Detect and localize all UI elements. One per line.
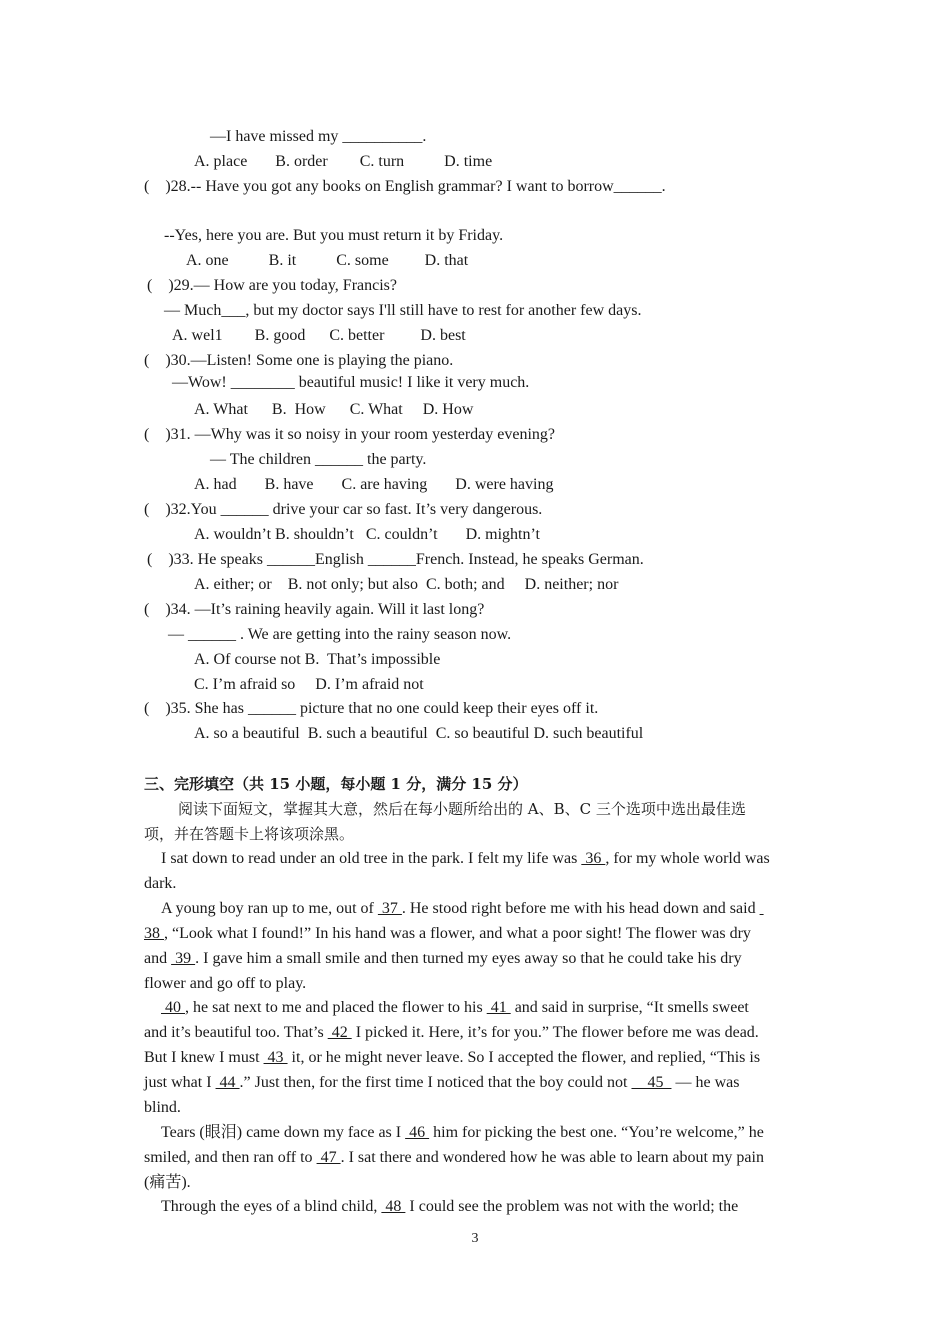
q32-options: A. wouldn’t B. shouldn’t C. couldn’t D. mightn’t [194,526,540,543]
passage-line [161,849,770,869]
q31-options: A. had B. have C. are having D. were having [194,476,554,493]
blank-43: 43 [263,1049,288,1066]
blank-36: 36 [581,850,606,867]
passage-line: flower and go off to play. [144,975,307,992]
q31-reply: — The children ______ the party. [210,451,427,468]
passage-line [144,1023,759,1043]
q28-reply: --Yes, here you are. But you must return it by Friday. [164,227,504,244]
passage-text: and [144,950,172,967]
passage-line [161,1197,738,1217]
passage-text: I picked it. Here, it’s for you.” The flower before me was dead. [351,1024,759,1041]
q34-options-ab: A. Of course not B. That’s impossible [194,651,441,668]
passage-text: , for my whole world was [605,850,770,867]
blank-37: 37 [377,900,402,917]
q28-options: A. one B. it C. some D. that [186,252,469,269]
passage-line [144,1073,739,1093]
passage-line [161,899,764,919]
passage-text: I could see the problem was not with the world; the [405,1198,739,1215]
section-instruction-line2: 项，并在答题卡上将该项涂黑。 [144,825,355,843]
blank-40: 40 [161,999,185,1016]
passage-text: But I knew I must [144,1049,264,1066]
passage-text: A young boy ran up to me, out of [161,900,378,917]
passage-text: . I gave him a small smile and then turned my eyes away so that he could take his dry [195,950,742,967]
q30-stem: ( )30.—Listen! Some one is playing the piano. [144,352,454,369]
passage-line: dark. [144,875,177,892]
passage-text: him for picking the best one. “You’re welcome,” he [429,1124,764,1141]
blank-42: 42 [327,1024,352,1041]
passage-line: (痛苦). [144,1174,191,1191]
passage-text: smiled, and then ran off to [144,1149,317,1166]
q33-options: A. either; or B. not only; but also C. both; and D. neither; nor [194,576,619,593]
passage-text: and said in surprise, “It smells sweet [510,999,749,1016]
q29-stem: ( )29.— How are you today, Francis? [147,277,398,294]
passage-text: . He stood right before me with his head down and said [401,900,760,917]
passage-line [144,1148,764,1168]
passage-line [161,1123,764,1143]
passage-text: . I sat there and wondered how he was able to learn about my pain [340,1149,764,1166]
q35-stem: ( )35. She has ______ picture that no one could keep their eyes off it. [144,700,599,717]
q29-reply: — Much___, but my doctor says I'll still have to rest for another few days. [164,302,642,319]
blank-38-start [760,900,764,917]
passage-text: — he was [671,1074,740,1091]
q35-options: A. so a beautiful B. such a beautiful C. so beautiful D. such beautiful [194,725,644,742]
passage-line [161,998,749,1018]
q28-stem: ( )28.-- Have you got any books on English grammar? I want to borrow______. [144,178,666,195]
section-instruction-line1: 阅读下面短文，掌握其大意，然后在每小题所给出的 A、B、C 三个选项中选出最佳选 [178,800,746,818]
section-heading: 三、完形填空（共 15 小题，每小题 1 分，满分 15 分） [144,775,528,793]
passage-text: , he sat next to me and placed the flower to his [185,999,487,1016]
blank-47: 47 [316,1149,341,1166]
passage-line [144,924,751,944]
blank-39: 39 [171,950,196,967]
passage-text: Tears (眼泪) came down my face as I [161,1124,406,1141]
q30-reply: —Wow! ________ beautiful music! I like it very much. [172,374,530,391]
blank-46: 46 [405,1124,430,1141]
q34-stem: ( )34. —It’s raining heavily again. Will it last long? [144,601,485,618]
blank-41: 41 [486,999,511,1016]
q30-options: A. What B. How C. What D. How [194,401,474,418]
q29-options: A. wel1 B. good C. better D. best [172,327,466,344]
passage-text: it, or he might never leave. So I accepted the flower, and replied, “This is [287,1049,761,1066]
passage-text: just what I [144,1074,216,1091]
blank-45: 45 [631,1074,672,1091]
passage-text: .” Just then, for the first time I noticed that the boy could not [239,1074,632,1091]
passage-text: Through the eyes of a blind child, [161,1198,382,1215]
q34-options-cd: C. I’m afraid so D. I’m afraid not [194,676,424,693]
blank-38: 38 [144,925,164,942]
q34-reply: — ______ . We are getting into the rainy season now. [168,626,512,643]
blank-44: 44 [215,1074,240,1091]
passage-text: , “Look what I found!” In his hand was a flower, and what a poor sight! The flower was dry [164,925,751,942]
passage-text: I sat down to read under an old tree in the park. I felt my life was [161,850,582,867]
passage-text: and it’s beautiful too. That’s [144,1024,328,1041]
q27-reply: —I have missed my __________. [210,128,427,145]
blank-48: 48 [381,1198,406,1215]
q32-stem: ( )32.You ______ drive your car so fast. It’s very dangerous. [144,501,543,518]
q31-stem: ( )31. —Why was it so noisy in your room yesterday evening? [144,426,556,443]
page-number: 3 [471,1231,479,1246]
q27-options: A. place B. order C. turn D. time [194,153,493,170]
q33-stem: ( )33. He speaks ______English ______French. Instead, he speaks German. [147,551,644,568]
passage-line [144,1048,760,1068]
passage-line: blind. [144,1099,181,1116]
passage-line [144,949,742,969]
